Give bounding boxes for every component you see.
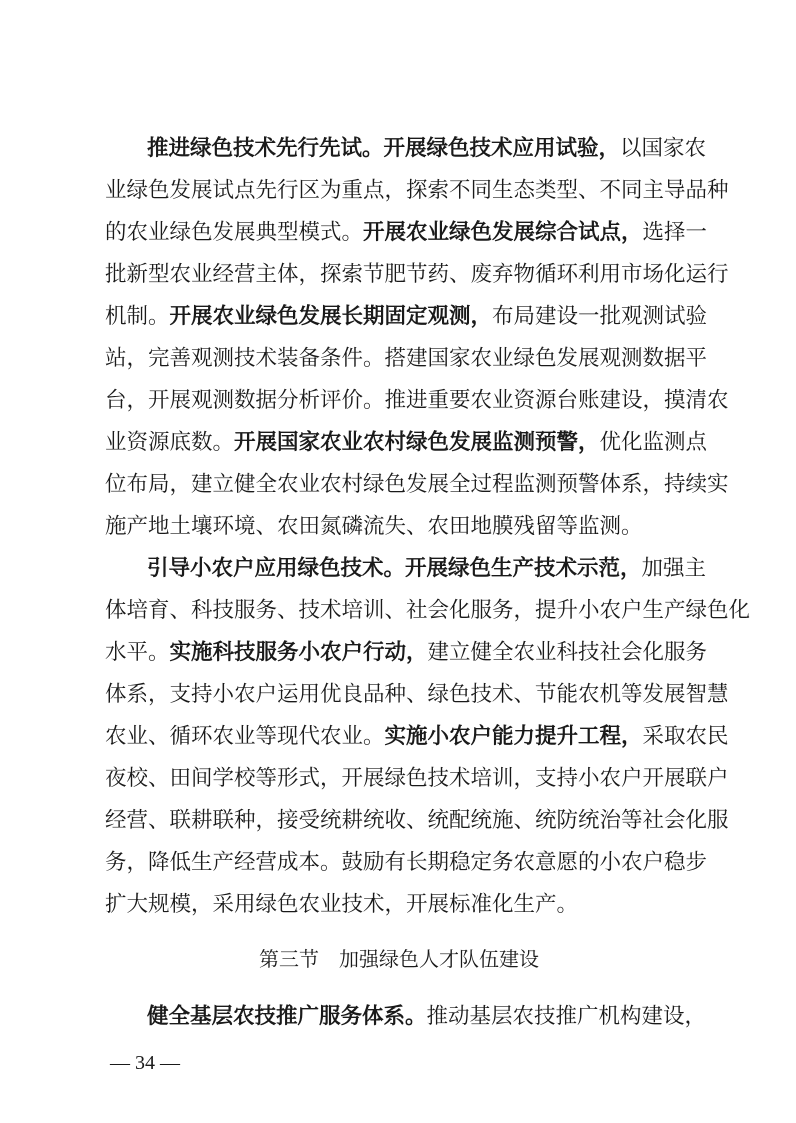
body-text: 站，完善观测技术装备条件。搭建国家农业绿色发展观测数据平 [105, 346, 708, 371]
paragraph-1-line-7 [105, 380, 729, 422]
body-text: 施产地土壤环境、农田氮磷流失、农田地膜残留等监测。 [105, 514, 643, 539]
bold-lead: 实施科技服务小农户行动， [169, 640, 428, 665]
paragraph-2-line-5 [105, 716, 729, 758]
paragraph-1-line-9 [105, 464, 729, 506]
bold-lead: 开展农业绿色发展综合试点， [363, 220, 643, 245]
body-text: 体培育、科技服务、技术培训、社会化服务，提升小农户生产绿色化 [105, 598, 751, 623]
body-text: 批新型农业经营主体，探索节肥节药、废弃物循环利用市场化运行 [105, 262, 729, 287]
paragraph-1-line-6 [105, 338, 708, 380]
page-number: — 34 — [110, 1052, 180, 1074]
paragraph-1-line-2 [105, 170, 729, 212]
body-text: 台，开展观测数据分析评价。推进重要农业资源台账建设，摸清农 [105, 388, 729, 413]
paragraph-2-line-8 [105, 842, 708, 884]
body-text: 农业、循环农业等现代农业。 [105, 724, 385, 749]
bold-lead: 开展国家农业农村绿色发展监测预警， [234, 430, 600, 455]
paragraph-2-line-7 [105, 800, 729, 842]
paragraph-1-line-3 [105, 212, 708, 254]
body-text: 位布局，建立健全农业农村绿色发展全过程监测预警体系，持续实 [105, 472, 729, 497]
body-text: 建立健全农业科技社会化服务 [427, 640, 708, 665]
body-text: 体系，支持小农户运用优良品种、绿色技术、节能农机等发展智慧 [105, 682, 729, 707]
body-text: 经营、联耕联种，接受统耕统收、统配统施、统防统治等社会化服 [105, 808, 729, 833]
paragraph-2-line-1 [147, 548, 707, 590]
paragraph-2-line-2 [105, 590, 751, 632]
body-text: 加强主 [641, 556, 707, 581]
paragraph-2-line-9 [105, 884, 693, 926]
body-text: 布局建设一批观测试验 [492, 304, 708, 329]
body-text: 业资源底数。 [105, 430, 235, 455]
body-text: 推动基层农技推广机构建设， [426, 1004, 707, 1029]
paragraph-3-line-1 [147, 996, 707, 1038]
body-text: 采取农民 [642, 724, 729, 749]
body-text: 的农业绿色发展典型模式。 [105, 220, 364, 245]
body-text: 务，降低生产经营成本。鼓励有长期稳定务农意愿的小农户稳步 [105, 850, 708, 875]
body-text: 夜校、田间学校等形式，开展绿色技术培训，支持小农户开展联户 [105, 766, 729, 791]
paragraph-1-line-4 [105, 254, 729, 296]
body-text: 水平。 [105, 640, 170, 665]
bold-lead: 推进绿色技术先行先试。开展绿色技术应用试验， [147, 136, 621, 161]
body-text: 选择一 [642, 220, 708, 245]
paragraph-1-line-1 [147, 128, 707, 170]
bold-lead: 实施小农户能力提升工程， [384, 724, 643, 749]
body-text: 业绿色发展试点先行区为重点，探索不同生态类型、不同主导品种 [105, 178, 729, 203]
bold-lead: 引导小农户应用绿色技术。开展绿色生产技术示范， [147, 556, 642, 581]
paragraph-2-line-4 [105, 674, 729, 716]
body-text: 以国家农 [620, 136, 707, 161]
paragraph-1-line-8 [105, 422, 708, 464]
bold-lead: 开展农业绿色发展长期固定观测， [169, 304, 493, 329]
bold-lead: 健全基层农技推广服务体系。 [147, 1004, 427, 1029]
body-text: 优化监测点 [599, 430, 708, 455]
body-text: 扩大规模，采用绿色农业技术，开展标准化生产。 [105, 892, 579, 917]
body-text: 机制。 [105, 304, 170, 329]
paragraph-1-line-5 [105, 296, 708, 338]
section-heading: 第三节 加强绿色人才队伍建设 [259, 947, 539, 971]
paragraph-1-line-10 [105, 506, 693, 548]
paragraph-2-line-6 [105, 758, 729, 800]
paragraph-2-line-3 [105, 632, 708, 674]
